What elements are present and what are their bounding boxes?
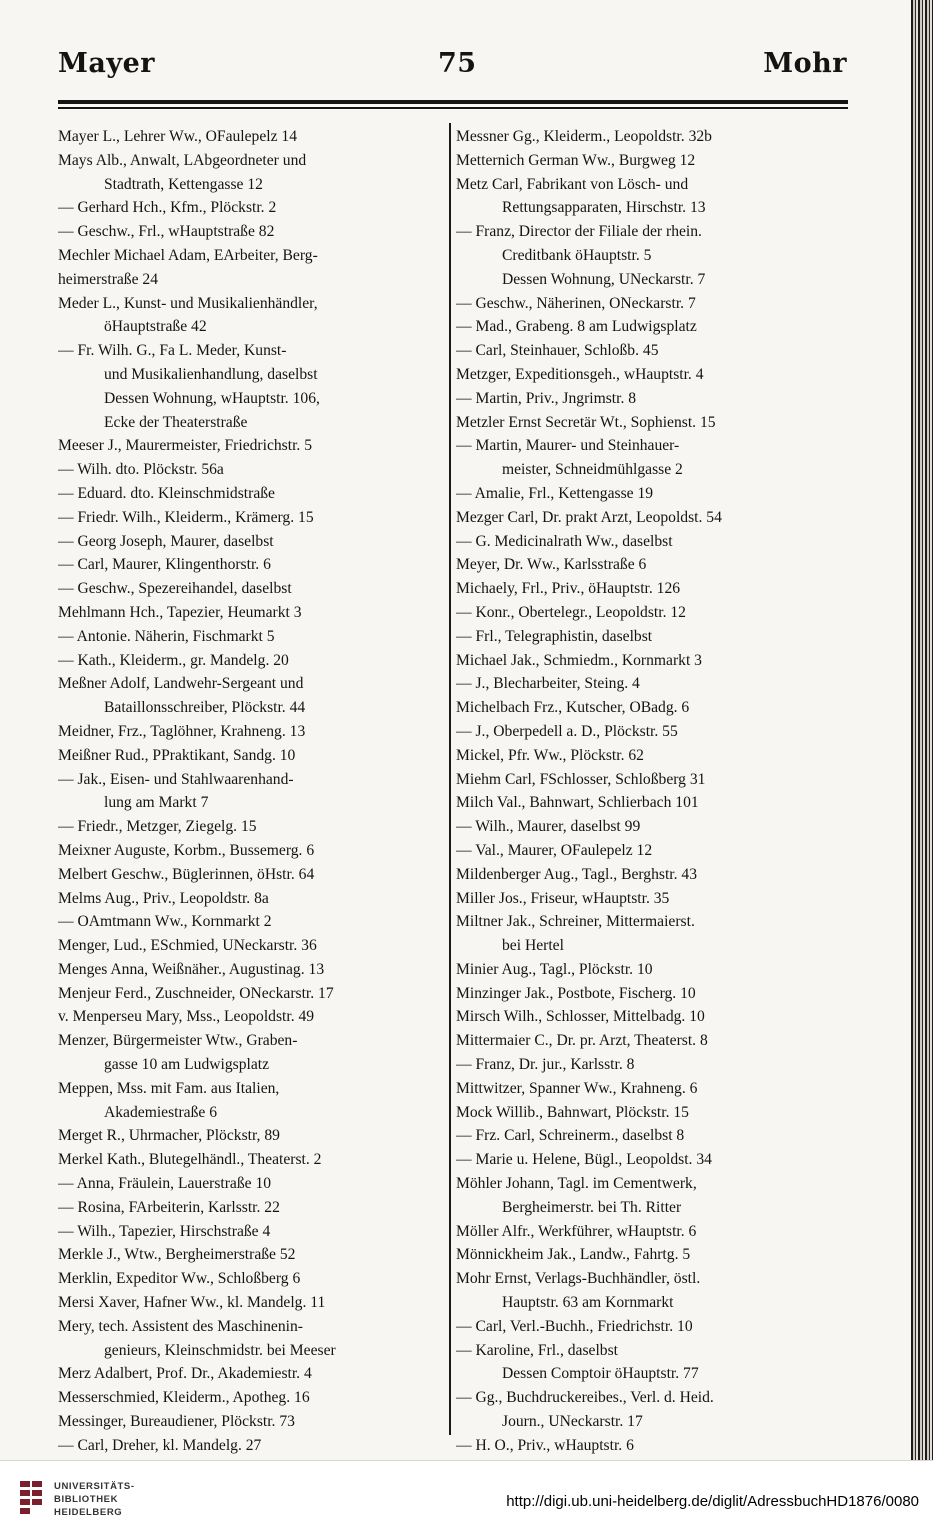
directory-entry-line: Dessen Wohnung, UNeckarstr. 7 (502, 270, 706, 288)
directory-entry-line: — Franz, Dr. jur., Karlsstr. 8 (456, 1056, 635, 1074)
directory-entry-line: Mays Alb., Anwalt, LAbgeordneter und (58, 151, 307, 169)
directory-entry-line: — Carl, Maurer, Klingenthorstr. 6 (58, 556, 271, 574)
directory-entry-line: Akademiestraße 6 (104, 1103, 218, 1121)
directory-entry-line: genieurs, Kleinschmidstr. bei Meeser (104, 1341, 336, 1359)
directory-entry-line: Meppen, Mss. mit Fam. aus Italien, (58, 1079, 280, 1097)
directory-entry-line: — J., Blecharbeiter, Steing. 4 (456, 675, 640, 693)
directory-entry-line: — Mad., Grabeng. 8 am Ludwigsplatz (456, 318, 697, 336)
directory-entry-line: Bergheimerstr. bei Th. Ritter (502, 1198, 682, 1216)
directory-entry-line: Messinger, Bureaudiener, Plöckstr. 73 (58, 1413, 295, 1431)
directory-entry-line: und Musikalienhandlung, daselbst (104, 365, 318, 383)
directory-entry-line: Miller Jos., Friseur, wHauptstr. 35 (456, 889, 670, 907)
page-edge-shadow (911, 0, 933, 1460)
directory-entry-line: — OAmtmann Ww., Kornmarkt 2 (58, 913, 272, 931)
directory-entry-line: Dessen Comptoir öHauptstr. 77 (502, 1365, 699, 1383)
column-divider (449, 123, 451, 1435)
directory-entry-line: Rettungsapparaten, Hirschstr. 13 (502, 199, 706, 217)
directory-entry-line: — Martin, Priv., Jngrimstr. 8 (456, 389, 637, 407)
directory-entry-line: Merklin, Expeditor Ww., Schloßberg 6 (58, 1270, 301, 1288)
directory-entry-line: — Val., Maurer, OFaulepelz 12 (456, 841, 653, 859)
directory-entry-line: v. Menperseu Mary, Mss., Leopoldstr. 49 (58, 1008, 315, 1026)
directory-entry-line: — Konr., Obertelegr., Leopoldstr. 12 (456, 603, 686, 621)
directory-entry-line: Michelbach Frz., Kutscher, OBadg. 6 (456, 699, 690, 717)
directory-entry-line: — Geschw., Spezereihandel, daselbst (58, 580, 292, 598)
directory-entry-line: — Franz, Director der Filiale der rhein. (456, 223, 702, 241)
directory-entry-line: meister, Schneidmühlgasse 2 (502, 461, 683, 479)
directory-entry-line: bei Hertel (502, 937, 564, 955)
directory-entry-line: — G. Medicinalrath Ww., daselbst (456, 532, 673, 550)
directory-entry-line: — Carl, Verl.-Buchh., Friedrichstr. 10 (456, 1317, 693, 1335)
directory-entry-line: Messner Gg., Kleiderm., Leopoldstr. 32b (456, 128, 712, 145)
directory-entry-line: — Jak., Eisen- und Stahlwaarenhand- (58, 770, 294, 788)
directory-entry-line: Merkel Kath., Blutegelhändl., Theaterst. 2 (58, 1151, 322, 1169)
directory-entry-line: Merz Adalbert, Prof. Dr., Akademiestr. 4 (58, 1365, 312, 1383)
directory-entry-line: — Friedr. Wilh., Kleiderm., Krämerg. 15 (58, 508, 314, 526)
directory-entry-line: Mock Willib., Bahnwart, Plöckstr. 15 (456, 1103, 689, 1121)
directory-entry-line: öHauptstraße 42 (104, 318, 207, 336)
directory-entry-line: Minier Aug., Tagl., Plöckstr. 10 (456, 960, 653, 978)
directory-entry-line: Meder L., Kunst- und Musikalienhändler, (58, 294, 318, 312)
directory-entry-line: — Wilh., Maurer, daselbst 99 (456, 818, 641, 836)
directory-entry-line: Messerschmied, Kleiderm., Apotheg. 16 (58, 1389, 310, 1407)
directory-entry-line: — Fr. Wilh. G., Fa L. Meder, Kunst- (58, 342, 287, 360)
directory-entry-line: — J., Oberpedell a. D., Plöckstr. 55 (456, 722, 678, 740)
directory-entry-line: Hauptstr. 63 am Kornmarkt (502, 1294, 674, 1312)
directory-entry-line: Journ., UNeckarstr. 17 (502, 1413, 643, 1431)
directory-entry-line: Ecke der Theaterstraße (104, 413, 248, 431)
directory-entry-line: lung am Markt 7 (104, 794, 209, 812)
logo-text-line-3: HEIDELBERG (54, 1507, 123, 1518)
directory-entry-line: — Antonie. Näherin, Fischmarkt 5 (58, 627, 275, 645)
directory-entry-line: — Carl, Dreher, kl. Mandelg. 27 (58, 1436, 262, 1454)
logo-text-line-1: UNIVERSITÄTS- (54, 1481, 135, 1492)
directory-entry-line: Mohr Ernst, Verlags-Buchhändler, östl. (456, 1270, 701, 1288)
directory-entry-line: Möller Alfr., Werkführer, wHauptstr. 6 (456, 1222, 697, 1240)
permalink-url[interactable]: http://digi.ub.uni-heidelberg.de/diglit/AdressbuchHD1876/0080 (506, 1493, 919, 1510)
directory-entry-line: Mildenberger Aug., Tagl., Berghstr. 43 (456, 865, 698, 883)
directory-entry-line: Mersi Xaver, Hafner Ww., kl. Mandelg. 11 (58, 1294, 326, 1312)
directory-entry-line: Meixner Auguste, Korbm., Bussemerg. 6 (58, 841, 315, 859)
directory-entry-line: Metzler Ernst Secretär Wt., Sophienst. 15 (456, 413, 716, 431)
directory-entry-line: Mechler Michael Adam, EArbeiter, Berg- (58, 246, 318, 264)
directory-entry-line: Menzer, Bürgermeister Wtw., Graben- (58, 1032, 298, 1050)
directory-entry-line: — Geschw., Frl., wHauptstraße 82 (58, 223, 275, 241)
directory-entry-line: Meßner Adolf, Landwehr-Sergeant und (58, 675, 304, 693)
university-library-logo-icon (18, 1479, 46, 1519)
directory-entry-line: — Anna, Fräulein, Lauerstraße 10 (58, 1175, 272, 1193)
header-right-catchword: Mohr (763, 48, 847, 79)
directory-entry-line: — H. O., Priv., wHauptstr. 6 (456, 1436, 634, 1454)
directory-entry-line: — Geschw., Näherinen, ONeckarstr. 7 (456, 294, 696, 312)
header-left-catchword: Mayer (58, 48, 155, 79)
directory-entry-line: gasse 10 am Ludwigsplatz (104, 1056, 269, 1074)
page-number: 75 (438, 48, 477, 79)
directory-entry-line: Mönnickheim Jak., Landw., Fahrtg. 5 (456, 1246, 691, 1264)
directory-entry-line: — Gerhard Hch., Kfm., Plöckstr. 2 (58, 199, 277, 217)
directory-entry-line: Mezger Carl, Dr. prakt Arzt, Leopoldst. 54 (456, 508, 722, 526)
directory-entry-line: — Carl, Steinhauer, Schloßb. 45 (456, 342, 659, 360)
directory-entry-line: — Wilh., Tapezier, Hirschstraße 4 (58, 1222, 271, 1240)
directory-entry-line: — Georg Joseph, Maurer, daselbst (58, 532, 274, 550)
directory-entry-line: Michael Jak., Schmiedm., Kornmarkt 3 (456, 651, 702, 669)
header-rule-thick (58, 100, 848, 104)
directory-entry-line: Menjeur Ferd., Zuschneider, ONeckarstr. 17 (58, 984, 334, 1002)
directory-entry-line: Mery, tech. Assistent des Maschinenin- (58, 1317, 303, 1335)
directory-entry-line: — Eduard. dto. Kleinschmidstraße (58, 484, 275, 502)
directory-entry-line: Stadtrath, Kettengasse 12 (104, 175, 263, 193)
directory-entry-line: — Martin, Maurer- und Steinhauer- (456, 437, 680, 455)
directory-entry-line: Miltner Jak., Schreiner, Mittermaierst. (456, 913, 695, 931)
directory-entry-line: Creditbank öHauptstr. 5 (502, 246, 652, 264)
directory-entry-line: — Rosina, FArbeiterin, Karlsstr. 22 (58, 1198, 280, 1216)
directory-entry-line: Melbert Geschw., Büglerinnen, öHstr. 64 (58, 865, 315, 883)
directory-entry-line: Dessen Wohnung, wHauptstr. 106, (104, 389, 320, 407)
directory-entry-line: Meidner, Frz., Taglöhner, Krahneng. 13 (58, 722, 306, 740)
right-column (456, 125, 848, 1458)
directory-entry-line: Merget R., Uhrmacher, Plöckstr, 89 (58, 1127, 280, 1145)
directory-entry-line: Menger, Lud., ESchmied, UNeckarstr. 36 (58, 937, 317, 955)
directory-entry-line: Meißner Rud., PPraktikant, Sandg. 10 (58, 746, 296, 764)
directory-entry-line: — Wilh. dto. Plöckstr. 56a (58, 461, 224, 479)
directory-entry-line: Metternich German Ww., Burgweg 12 (456, 151, 696, 169)
directory-entry-line: Mirsch Wilh., Schlosser, Mittelbadg. 10 (456, 1008, 705, 1026)
directory-entry-line: — Gg., Buchdruckereibes., Verl. d. Heid. (456, 1389, 714, 1407)
directory-entry-line: Mehlmann Hch., Tapezier, Heumarkt 3 (58, 603, 302, 621)
directory-entry-line: Milch Val., Bahnwart, Schlierbach 101 (456, 794, 699, 812)
directory-entry-line: Mickel, Pfr. Ww., Plöckstr. 62 (456, 746, 644, 764)
directory-entry-line: Meyer, Dr. Ww., Karlsstraße 6 (456, 556, 647, 574)
directory-entry-line: Melms Aug., Priv., Leopoldstr. 8a (58, 889, 269, 907)
directory-entry-line: — Frz. Carl, Schreinerm., daselbst 8 (456, 1127, 685, 1145)
header-rule-thin (58, 107, 848, 109)
directory-entry-line: — Karoline, Frl., daselbst (456, 1341, 618, 1359)
directory-entry-line: — Frl., Telegraphistin, daselbst (456, 627, 653, 645)
directory-entry-line: Mittwitzer, Spanner Ww., Krahneng. 6 (456, 1079, 698, 1097)
directory-entry-line: Mayer L., Lehrer Ww., OFaulepelz 14 (58, 128, 298, 145)
directory-entry-line: Merkle J., Wtw., Bergheimerstraße 52 (58, 1246, 296, 1264)
directory-entry-line: — Marie u. Helene, Bügl., Leopoldst. 34 (456, 1151, 712, 1169)
directory-entry-line: Menges Anna, Weißnäher., Augustinag. 13 (58, 960, 325, 978)
logo-text-line-2: BIBLIOTHEK (54, 1494, 119, 1505)
directory-entry-line: Metzger, Expeditionsgeh., wHauptstr. 4 (456, 365, 704, 383)
directory-entry-line: Michaely, Frl., Priv., öHauptstr. 126 (456, 580, 681, 598)
directory-entry-line: heimerstraße 24 (58, 270, 159, 288)
directory-entry-line: Minzinger Jak., Postbote, Fischerg. 10 (456, 984, 696, 1002)
footer-bar (0, 1460, 933, 1540)
directory-entry-line: Miehm Carl, FSchlosser, Schloßberg 31 (456, 770, 706, 788)
directory-entry-line: Möhler Johann, Tagl. im Cementwerk, (456, 1175, 697, 1193)
directory-entry-line: Bataillonsschreiber, Plöckstr. 44 (104, 699, 306, 717)
directory-entry-line: Meeser J., Maurermeister, Friedrichstr. 5 (58, 437, 312, 455)
directory-entry-line: Mittermaier C., Dr. pr. Arzt, Theaterst. 8 (456, 1032, 708, 1050)
directory-entry-line: — Kath., Kleiderm., gr. Mandelg. 20 (58, 651, 289, 669)
directory-entry-line: Metz Carl, Fabrikant von Lösch- und (456, 175, 689, 193)
directory-entry-line: — Friedr., Metzger, Ziegelg. 15 (58, 818, 257, 836)
left-column (58, 125, 446, 1458)
directory-entry-line: — Amalie, Frl., Kettengasse 19 (456, 484, 654, 502)
